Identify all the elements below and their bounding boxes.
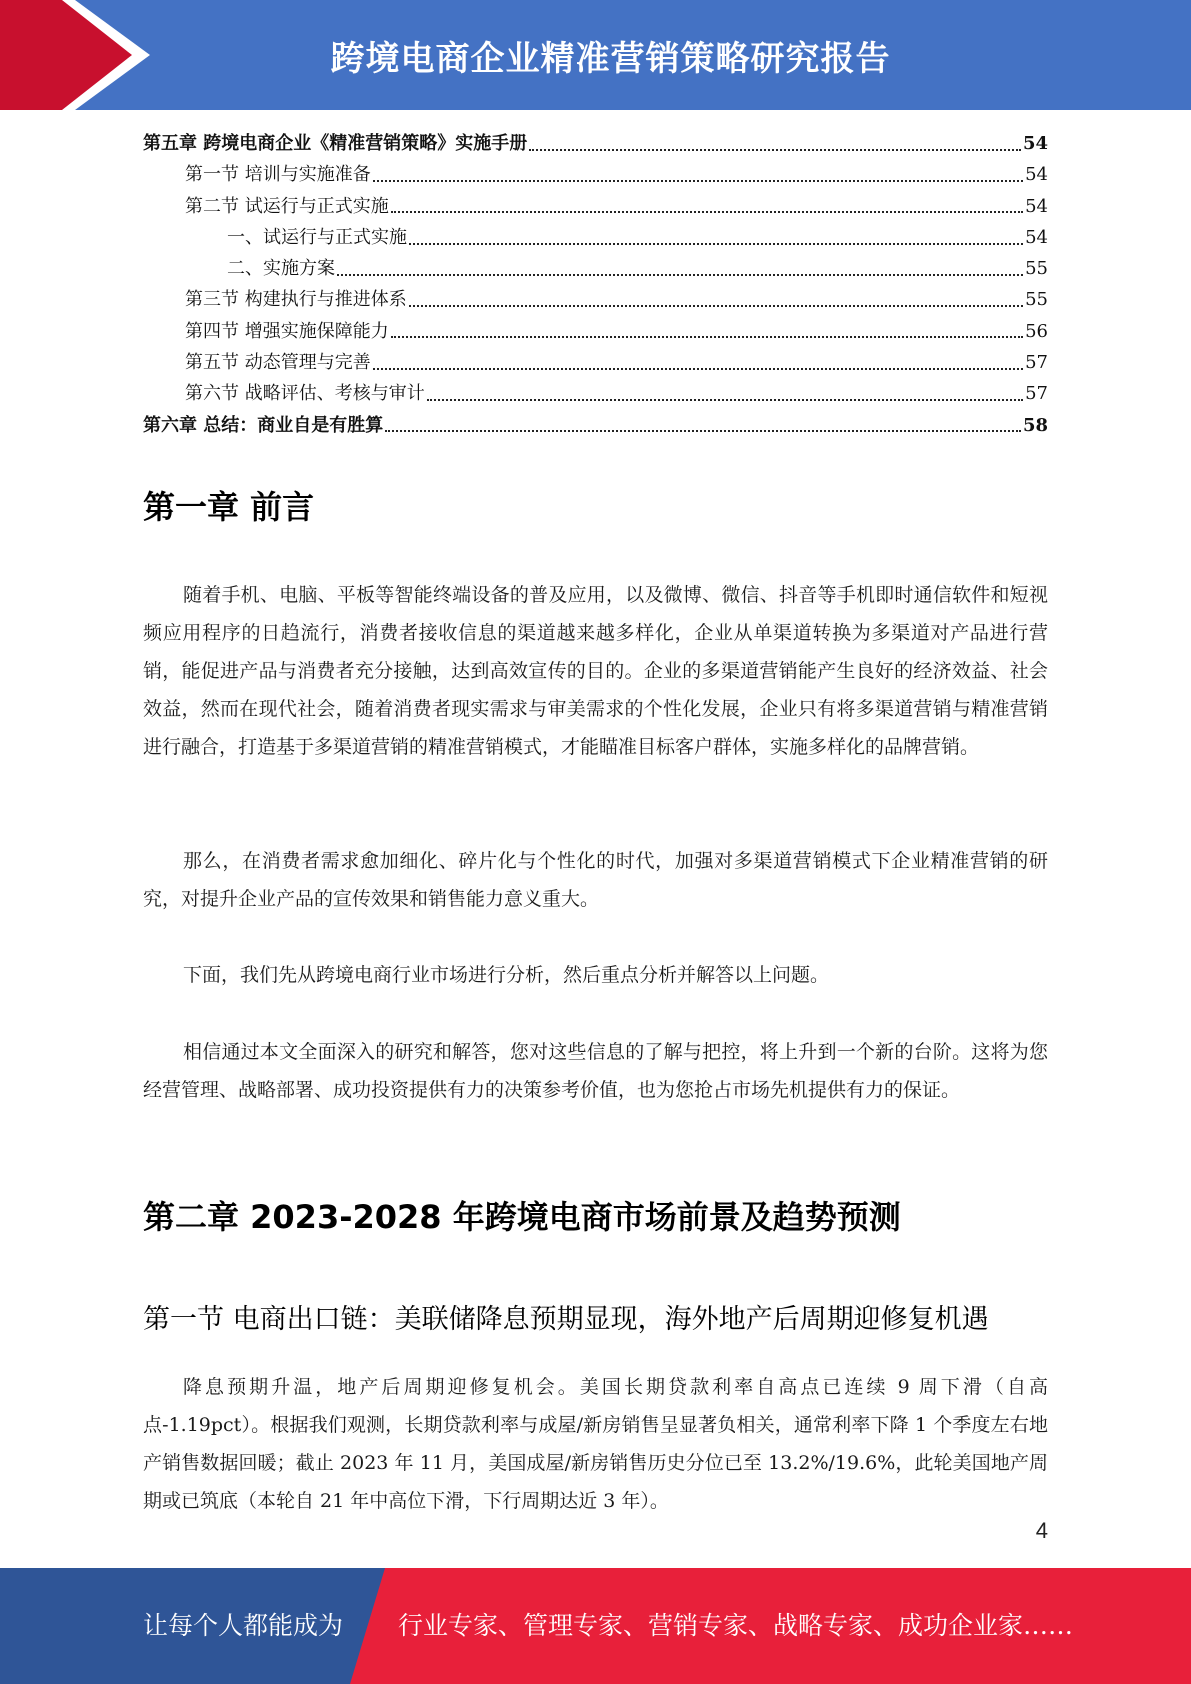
- toc-entry-page: 54: [1025, 195, 1048, 217]
- toc-entry-page: 58: [1022, 414, 1048, 436]
- toc-entry-page: 54: [1025, 226, 1048, 248]
- toc-entry-page: 54: [1022, 133, 1048, 154]
- toc-entry-title: 第六节 战略评估、考核与审计: [185, 383, 425, 405]
- toc-entry-page: 57: [1025, 383, 1048, 405]
- toc-leader-dots: [385, 430, 1021, 432]
- toc-entry-title: 第五章 跨境电商企业《精准营销策略》实施手册: [143, 133, 528, 154]
- page-footer: [0, 1568, 1191, 1684]
- page-header: [0, 0, 1191, 110]
- toc-entry[interactable]: [143, 410, 1048, 441]
- toc-entry[interactable]: [143, 284, 1048, 315]
- toc-entry-page: 56: [1025, 320, 1048, 342]
- toc-entry-title: 二、实施方案: [227, 258, 335, 280]
- toc-leader-dots: [391, 211, 1023, 213]
- footer-left-text: 让每个人都能成为: [143, 1611, 344, 1640]
- toc-leader-dots: [391, 336, 1023, 338]
- toc-entry-title: 第五节 动态管理与完善: [185, 352, 371, 374]
- toc-entry-title: 第四节 增强实施保障能力: [185, 320, 389, 342]
- section1-heading: 第一节 电商出口链：美联储降息预期显现，海外地产后周期迎修复机遇: [143, 1304, 989, 1335]
- report-title: 跨境电商企业精准营销策略研究报告: [330, 38, 891, 79]
- toc-entry-page: 54: [1025, 164, 1048, 186]
- toc-entry-page: 55: [1025, 258, 1048, 280]
- toc-entry[interactable]: [143, 159, 1048, 190]
- table-of-contents: [143, 128, 1048, 441]
- toc-entry[interactable]: [143, 191, 1048, 222]
- chapter1-paragraph-3: 下面，我们先从跨境电商行业市场进行分析，然后重点分析并解答以上问题。: [183, 964, 830, 986]
- chapter1-paragraph-4: 相信通过本文全面深入的研究和解答，您对这些信息的了解与把控，将上升到一个新的台阶。这将为您经营管理、战略部署、成功投资提供有力的决策参考价值，也为您抢占市场先机提供有力的保证。: [143, 1041, 1048, 1101]
- toc-entry-page: 57: [1025, 352, 1048, 374]
- header-arrow-decoration: [0, 0, 150, 110]
- toc-entry-title: 一、试运行与正式实施: [227, 226, 407, 248]
- toc-leader-dots: [373, 180, 1023, 182]
- chapter1-paragraph-1: 随着手机、电脑、平板等智能终端设备的普及应用，以及微博、微信、抖音等手机即时通信软件和短视频应用程序的日趋流行，消费者接收信息的渠道越来越多样化，企业从单渠道转换为多渠道对产品进行营销，能促进产品与消费者充分接触，达到高效宣传的目的。企业的多渠道营销能产生良好的经济效益、社会效益，然而在现代社会，随着消费者现实需求与审美需求的个性化发展，企业只有将多渠道营销与精准营销进行融合，打造基于多渠道营销的精准营销模式，才能瞄准目标客户群体，实施多样化的品牌营销。: [143, 584, 1048, 758]
- chapter2-heading: 第二章 2023-2028 年跨境电商市场前景及趋势预测: [143, 1198, 901, 1236]
- page-number: 4: [1035, 1518, 1048, 1543]
- toc-entry[interactable]: [143, 316, 1048, 347]
- chapter1-heading: 第一章 前言: [143, 488, 315, 526]
- toc-leader-dots: [409, 243, 1023, 245]
- toc-entry-title: 第六章 总结：商业自是有胜算: [143, 414, 384, 436]
- toc-entry-title: 第三节 构建执行与推进体系: [185, 289, 407, 311]
- toc-leader-dots: [409, 305, 1023, 307]
- toc-leader-dots: [529, 149, 1021, 151]
- toc-entry-title: 第一节 培训与实施准备: [185, 164, 371, 186]
- toc-entry[interactable]: [143, 128, 1048, 159]
- toc-entry[interactable]: [143, 347, 1048, 378]
- toc-entry-page: 55: [1025, 289, 1048, 311]
- toc-leader-dots: [427, 399, 1023, 401]
- footer-right-text: 行业专家、管理专家、营销专家、战略专家、成功企业家……: [398, 1611, 1074, 1640]
- chapter1-paragraph-2: 那么，在消费者需求愈加细化、碎片化与个性化的时代，加强对多渠道营销模式下企业精准营销的研究，对提升企业产品的宣传效果和销售能力意义重大。: [143, 850, 1048, 910]
- toc-leader-dots: [373, 368, 1023, 370]
- section1-paragraph: 降息预期升温，地产后周期迎修复机会。美国长期贷款利率自高点已连续 9 周下滑（自高点-1.19pct）。根据我们观测，长期贷款利率与成屋/新房销售呈显著负相关，通常利率下降 1 个季度左右地产销售数据回暖；截止 2023 年 11 月，美国成屋/新房销售历史分位已至 13.2%/19.6%，此轮美国地产周期或已筑底（本轮自 21 年中高位下滑，下行周期达近 3 年）。: [143, 1376, 1048, 1512]
- toc-entry[interactable]: [143, 253, 1048, 284]
- toc-leader-dots: [337, 274, 1023, 276]
- toc-entry[interactable]: [143, 378, 1048, 409]
- toc-entry-title: 第二节 试运行与正式实施: [185, 195, 389, 217]
- toc-entry[interactable]: [143, 222, 1048, 253]
